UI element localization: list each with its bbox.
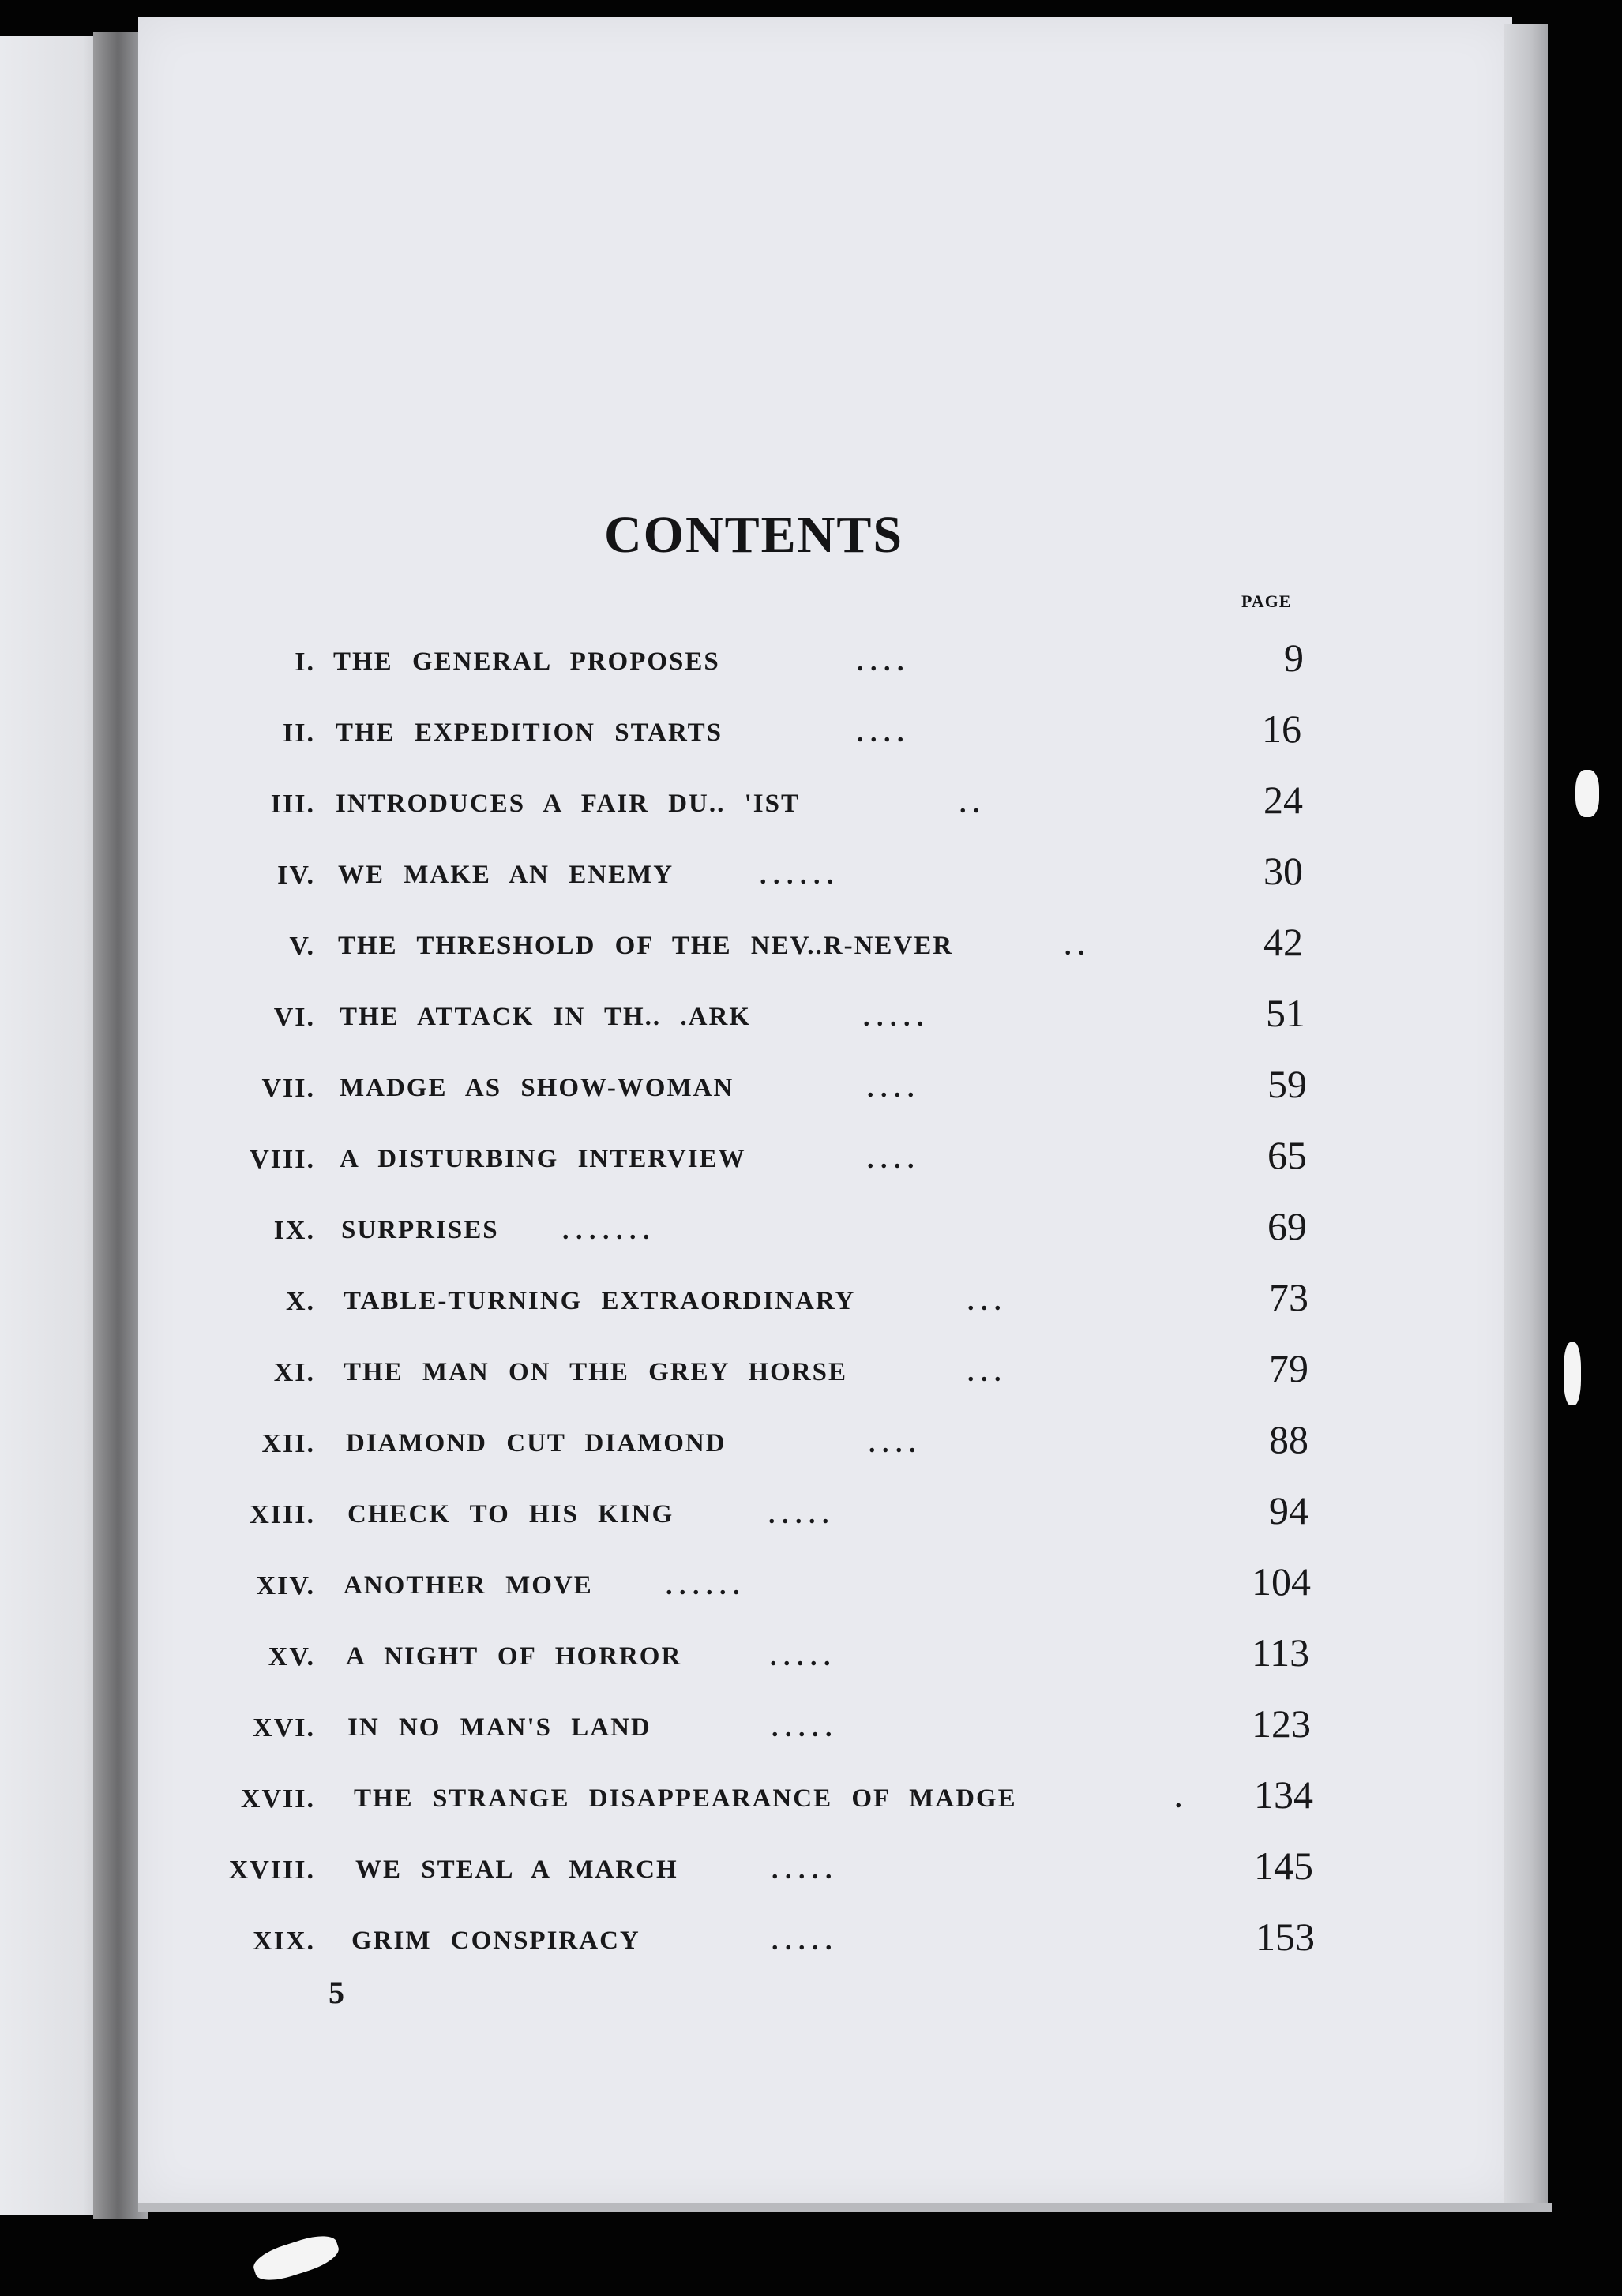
page-number: 69	[1267, 1204, 1307, 1248]
page-number: 65	[1267, 1133, 1307, 1177]
page-number: 16	[1262, 707, 1301, 751]
dot-leader: . . . . .	[768, 1500, 829, 1529]
toc-entry	[0, 991, 1622, 1050]
toc-entry	[0, 1275, 1622, 1334]
toc-entry	[0, 1346, 1622, 1405]
page-number: 153	[1256, 1915, 1315, 1959]
toc-entry	[0, 1630, 1622, 1690]
chapter-title: IN NO MAN'S LAND	[347, 1713, 651, 1742]
chapter-title: WE STEAL A MARCH	[355, 1855, 678, 1884]
chapter-title: INTRODUCES A FAIR DU.. 'IST	[336, 790, 800, 818]
dot-leader: . . . . . .	[666, 1571, 740, 1600]
chapter-title: MADGE AS SHOW-WOMAN	[340, 1074, 734, 1102]
chapter-number: XII.	[261, 1429, 315, 1458]
chapter-number: I.	[295, 647, 315, 677]
chapter-number: XV.	[268, 1642, 315, 1671]
page-folio: 5	[329, 1975, 344, 2010]
toc-entry	[0, 707, 1622, 766]
chapter-number: III.	[270, 790, 315, 819]
dot-leader: . . . . .	[772, 1926, 832, 1956]
dot-leader: . . .	[967, 1358, 1001, 1387]
chapter-title: WE MAKE AN ENEMY	[338, 861, 674, 889]
chapter-title: THE ATTACK IN TH.. .ARK	[340, 1003, 751, 1031]
chapter-number: VI.	[273, 1003, 315, 1032]
page-number: 9	[1284, 636, 1304, 680]
chapter-title: SURPRISES	[341, 1216, 499, 1244]
chapter-number: XVIII.	[228, 1855, 315, 1885]
page-number: 134	[1254, 1773, 1313, 1817]
chapter-title: THE STRANGE DISAPPEARANCE OF MADGE	[354, 1784, 1017, 1813]
chapter-title: A DISTURBING INTERVIEW	[340, 1145, 746, 1173]
toc-entry	[0, 1488, 1622, 1548]
page-number: 113	[1252, 1630, 1310, 1675]
dot-leader: . .	[1064, 932, 1085, 961]
toc-entry	[0, 1133, 1622, 1192]
dot-leader: . . . .	[857, 718, 904, 748]
page-number: 104	[1252, 1559, 1311, 1604]
page-number: 94	[1269, 1488, 1308, 1533]
chapter-title: A NIGHT OF HORROR	[346, 1642, 682, 1671]
page-number: 145	[1254, 1844, 1313, 1888]
page-column-label: PAGE	[1241, 591, 1292, 611]
toc-entry	[0, 1417, 1622, 1476]
dot-leader: . . . . .	[863, 1003, 924, 1032]
dot-leader: . . . .	[869, 1429, 916, 1458]
page-number: 79	[1269, 1346, 1308, 1390]
dot-leader: . . . .	[867, 1145, 914, 1174]
dot-leader: . . . . . .	[760, 861, 834, 890]
page-number: 123	[1252, 1701, 1311, 1746]
dot-leader: .	[1175, 1784, 1182, 1814]
chapter-title: TABLE-TURNING EXTRAORDINARY	[344, 1287, 856, 1315]
page-number: 51	[1266, 991, 1305, 1035]
chapter-number: X.	[285, 1287, 315, 1316]
chapter-number: XIII.	[250, 1500, 315, 1529]
toc-entry	[0, 1062, 1622, 1121]
dot-leader: . . .	[967, 1287, 1001, 1316]
page-title: CONTENTS	[604, 506, 904, 564]
chapter-number: IX.	[273, 1216, 315, 1245]
chapter-number: VII.	[261, 1074, 315, 1103]
chapter-number: IV.	[277, 861, 315, 890]
dot-leader: . . . . .	[772, 1713, 832, 1743]
page-number: 59	[1267, 1062, 1307, 1106]
page-number: 24	[1263, 778, 1303, 822]
toc-entry	[0, 1204, 1622, 1263]
toc-entry	[0, 920, 1622, 979]
toc-entry	[0, 1915, 1622, 1974]
dot-leader: . . . .	[867, 1074, 914, 1103]
toc-entry	[0, 1773, 1622, 1832]
chapter-title: THE THRESHOLD OF THE NEV..R-NEVER	[338, 932, 954, 960]
dot-leader: . . . .	[857, 647, 904, 677]
toc-entry	[0, 636, 1622, 695]
chapter-title: THE GENERAL PROPOSES	[333, 647, 720, 676]
chapter-number: V.	[289, 932, 315, 961]
dot-leader: . . . . .	[770, 1642, 831, 1671]
chapter-number: XVI.	[253, 1713, 315, 1743]
chapter-title: CHECK TO HIS KING	[347, 1500, 674, 1529]
chapter-number: II.	[283, 718, 315, 748]
dot-leader: . . . . . . .	[562, 1216, 650, 1245]
chapter-title: THE MAN ON THE GREY HORSE	[344, 1358, 847, 1386]
dot-leader: . . . . .	[772, 1855, 832, 1885]
toc-entry	[0, 1559, 1622, 1619]
chapter-number: XIX.	[253, 1926, 315, 1956]
toc-entry	[0, 1701, 1622, 1761]
chapter-title: DIAMOND CUT DIAMOND	[346, 1429, 727, 1458]
toc-entry	[0, 778, 1622, 837]
page-number: 42	[1263, 920, 1303, 964]
chapter-number: XVII.	[240, 1784, 315, 1814]
chapter-number: XI.	[273, 1358, 315, 1387]
chapter-number: VIII.	[250, 1145, 315, 1174]
chapter-title: THE EXPEDITION STARTS	[336, 718, 723, 747]
chapter-number: XIV.	[256, 1571, 315, 1600]
page-number: 73	[1269, 1275, 1308, 1319]
dot-leader: . .	[959, 790, 980, 819]
toc-entry	[0, 1844, 1622, 1903]
toc-entry	[0, 849, 1622, 908]
page-number: 88	[1269, 1417, 1308, 1461]
chapter-title: ANOTHER MOVE	[344, 1571, 593, 1600]
page-number: 30	[1263, 849, 1303, 893]
chapter-title: GRIM CONSPIRACY	[351, 1926, 640, 1955]
